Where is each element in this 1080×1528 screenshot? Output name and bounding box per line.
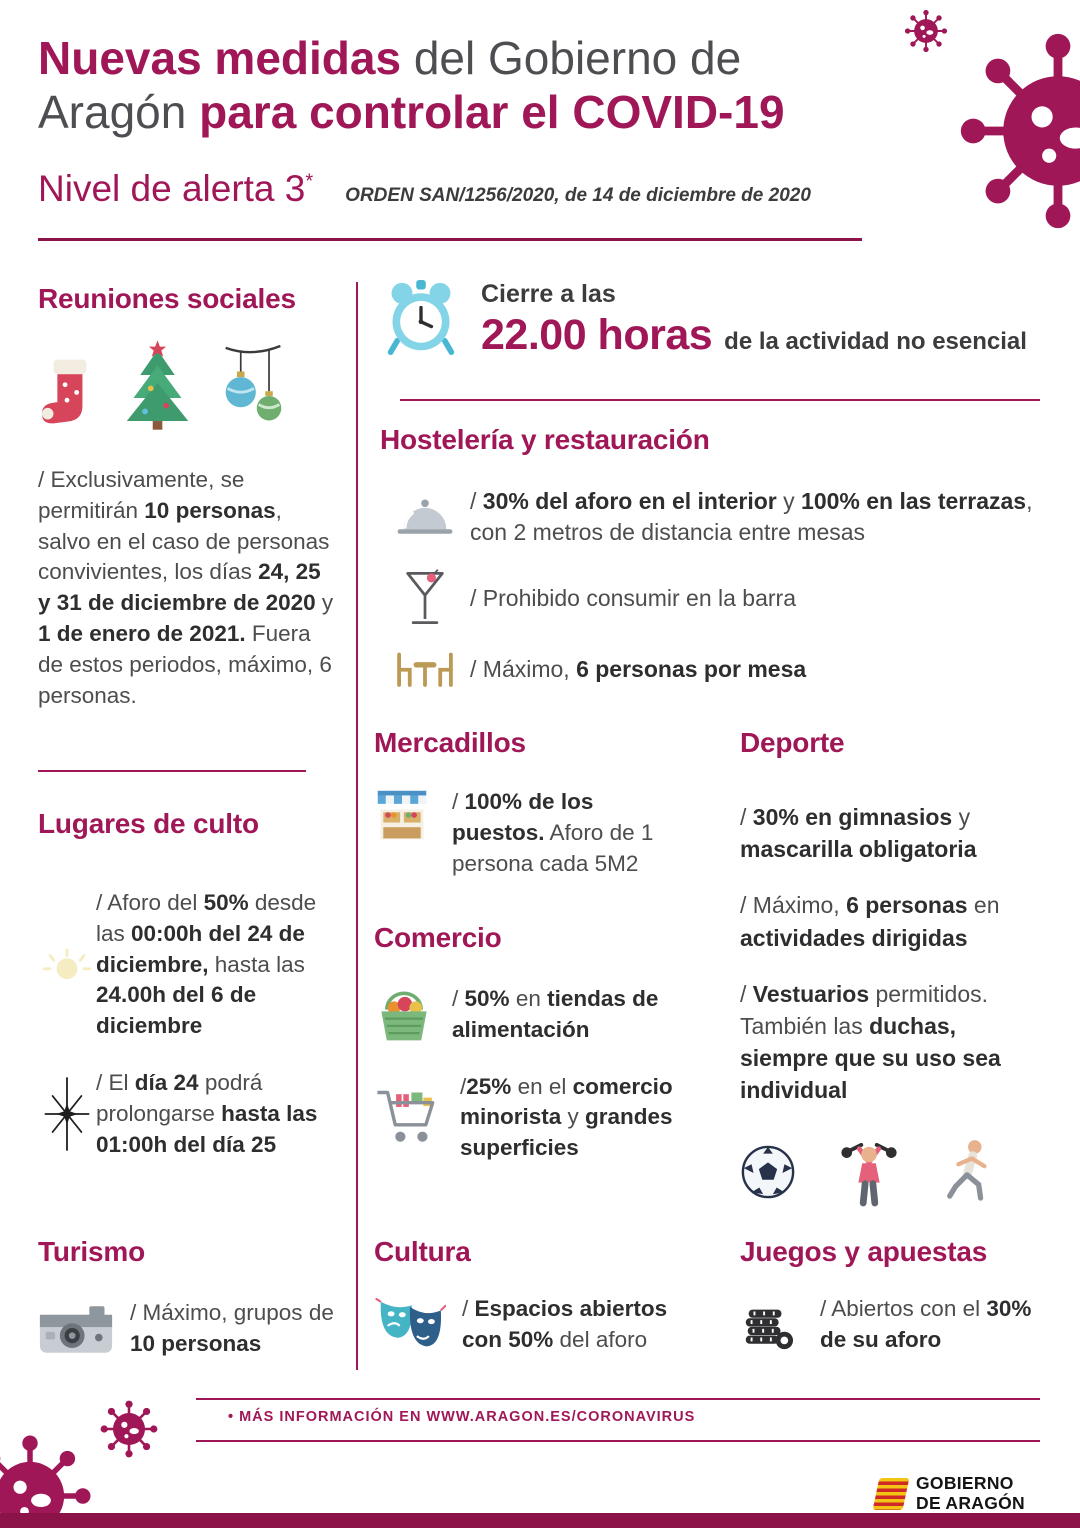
left-column-divider — [38, 770, 306, 772]
rule-text: / 30% en gimnasios y mascarilla obligatoria — [740, 804, 977, 863]
cocktail-icon — [380, 567, 470, 629]
rule-text: / 100% de los puestos. Aforo de 1 persona cada 5M2 — [452, 789, 654, 876]
weightlifting-icon — [838, 1137, 900, 1212]
vertical-divider — [356, 282, 358, 1370]
section-reuniones-sociales — [38, 283, 338, 712]
rule-text: / Máximo, 6 personas por mesa — [470, 655, 807, 682]
section-title: Reuniones sociales — [38, 283, 296, 314]
alarm-clock-icon — [383, 276, 459, 360]
rule-item — [374, 1294, 706, 1356]
sport-icons-row — [740, 1137, 1046, 1212]
page-title-line2: Aragón para controlar el COVID-19 — [38, 85, 785, 138]
section-title: Juegos y apuestas — [740, 1236, 988, 1267]
section-title: Lugares de culto — [38, 808, 259, 839]
christmas-icons-row — [38, 339, 338, 437]
closing-divider — [400, 399, 1040, 401]
order-reference: ORDEN SAN/1256/2020, de 14 de diciembre de 2020 — [345, 185, 811, 206]
christmas-tree-icon — [122, 340, 194, 437]
rule-text: / Vestuarios permitidos. También las duchas, siempre que su uso sea individual — [740, 980, 1001, 1104]
section-title: Mercadillos — [374, 727, 526, 758]
rule-item — [380, 649, 1042, 689]
shopping-cart-icon — [374, 1084, 442, 1152]
sun-icon — [38, 948, 96, 982]
section-turismo — [38, 1236, 343, 1360]
virus-icon — [903, 8, 949, 59]
camera-icon — [38, 1301, 114, 1357]
section-title: Turismo — [38, 1236, 145, 1267]
rule-item — [38, 1068, 340, 1160]
section-title: Comercio — [374, 922, 502, 953]
rule-text: / Prohibido consumir en la barra — [470, 584, 796, 611]
section-comercio — [374, 922, 706, 1164]
rule-item — [374, 1072, 706, 1164]
rule-item — [374, 984, 706, 1046]
virus-icon — [98, 1398, 160, 1465]
poker-chips-icon — [740, 1297, 794, 1353]
closing-time: 22.00 horas — [481, 311, 713, 359]
christmas-baubles-icon — [220, 342, 286, 437]
closing-line1: Cierre a las — [481, 280, 616, 308]
cloche-icon — [380, 496, 470, 538]
section-deporte — [740, 727, 1046, 1212]
section-hosteleria — [380, 424, 1042, 689]
section-title: Cultura — [374, 1236, 471, 1267]
closing-rest: de la actividad no esencial — [724, 328, 1027, 355]
gobierno-aragon-logo — [876, 1474, 1025, 1513]
section-mercadillos — [374, 727, 686, 879]
alert-asterisk: * — [305, 170, 314, 193]
more-info-link[interactable]: • MÁS INFORMACIÓN EN WWW.ARAGON.ES/CORONAVIRUS — [228, 1409, 696, 1425]
rule-text: / Exclusivamente, se permitirán 10 personas, salvo en el caso de personas convivientes, los días 24, 25 y 31 de diciembre de 2020 y 1 de enero de 2021. Fuera de estos periodos, máximo, 6 personas. — [38, 467, 334, 708]
page-title-line1: Nuevas medidas del Gobierno de — [38, 32, 742, 84]
bottom-accent-bar — [0, 1513, 1080, 1528]
footer-divider-bottom — [196, 1440, 1040, 1442]
rule-text: / Máximo, grupos de 10 personas — [130, 1300, 334, 1356]
logo-text: GOBIERNO DE ARAGÓN — [916, 1473, 1025, 1513]
theater-masks-icon — [374, 1298, 446, 1352]
rule-item — [740, 1294, 1046, 1356]
alert-level: Nivel de alerta 3* — [38, 168, 314, 209]
table-chairs-icon — [380, 649, 470, 689]
rule-item — [38, 888, 340, 1042]
food-basket-icon — [374, 986, 434, 1044]
footer-divider-top — [196, 1398, 1040, 1400]
rule-text: / Espacios abiertos con 50% del aforo — [462, 1296, 668, 1352]
rule-text: / El día 24 podrá prolongarse hasta las 01:00h del día 25 — [96, 1070, 318, 1157]
rule-text: / Abiertos con el 30% de su aforo — [820, 1296, 1032, 1352]
header-divider — [38, 238, 862, 241]
market-stall-icon — [374, 787, 430, 845]
runner-icon — [942, 1138, 996, 1211]
rule-item — [380, 567, 1042, 629]
rule-item — [38, 1298, 343, 1360]
rule-text: / 50% en tiendas de alimentación — [452, 986, 659, 1042]
section-juegos-apuestas — [740, 1236, 1046, 1356]
page-title — [38, 32, 785, 140]
rule-item — [374, 787, 686, 879]
aragon-flag-icon — [873, 1478, 910, 1510]
closing-text — [481, 276, 1027, 360]
star-icon — [38, 1076, 96, 1152]
section-title: Hostelería y restauración — [380, 424, 710, 455]
section-title: Deporte — [740, 727, 845, 758]
soccer-ball-icon — [740, 1144, 796, 1205]
rule-text: / 30% del aforo en el interior y 100% en las terrazas, con 2 metros de distancia entre mesas — [470, 488, 1033, 545]
rule-item — [380, 486, 1042, 547]
rule-text: / Máximo, 6 personas en actividades dirigidas — [740, 892, 1000, 951]
rule-text: /25% en el comercio minorista y grandes superficies — [460, 1073, 673, 1161]
rule-text: / Aforo del 50% desde las 00:00h del 24 de diciembre, hasta las 24.00h del 6 de diciembre — [96, 890, 317, 1039]
virus-icon — [952, 25, 1080, 242]
closing-line2 — [481, 311, 1027, 360]
closing-banner — [383, 276, 1043, 360]
alert-row — [38, 168, 811, 210]
section-lugares-de-culto — [38, 808, 340, 1161]
section-cultura — [374, 1236, 706, 1356]
christmas-stocking-icon — [38, 350, 96, 437]
